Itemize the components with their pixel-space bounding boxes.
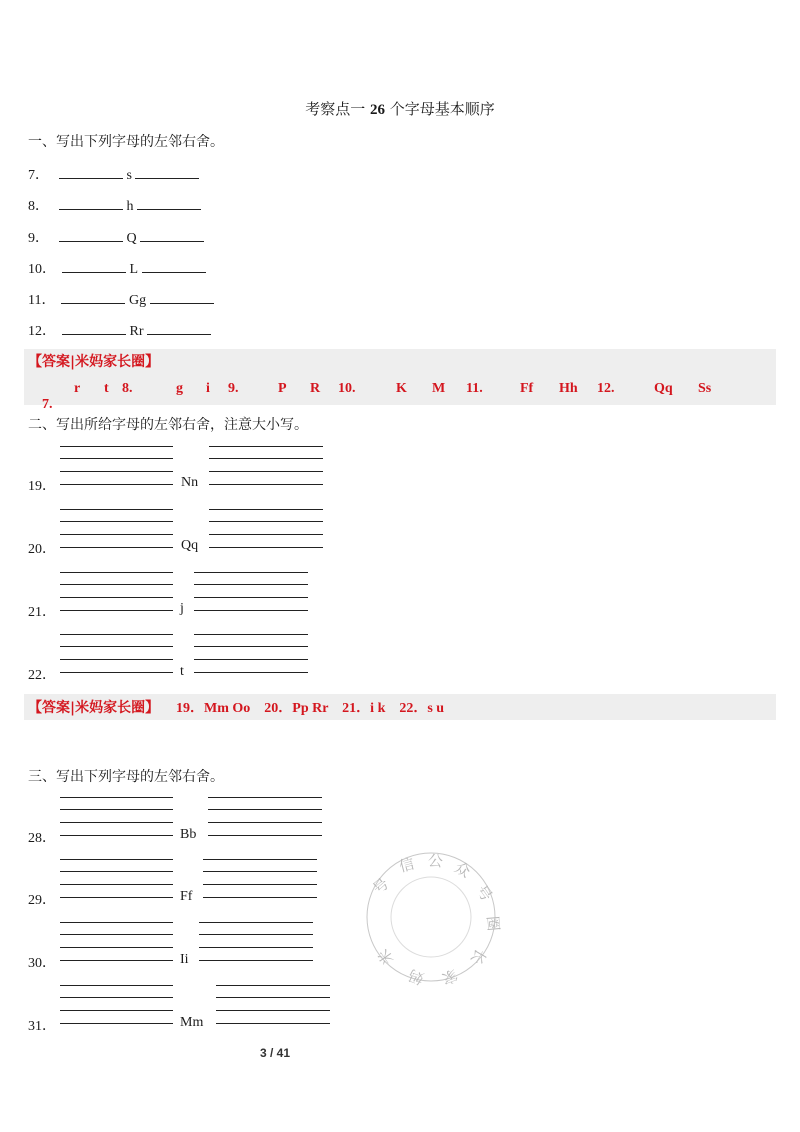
answer-blank[interactable] [59, 177, 123, 179]
exercise-row [28, 227, 204, 247]
exercise-row [28, 195, 201, 215]
answer-blank[interactable] [150, 302, 214, 304]
answer-number: 11. [466, 381, 483, 396]
answer-tag: 【答案|米妈家长圈】 [28, 354, 160, 370]
answer-value: Qq [654, 381, 673, 396]
given-letter: Mm [180, 1015, 204, 1030]
question-number: 9． [28, 231, 49, 246]
question-number: 29． [28, 893, 56, 908]
answer-blank[interactable] [62, 333, 126, 335]
given-letter: L [129, 262, 139, 277]
question-number: 20． [28, 542, 56, 557]
given-letter: j [180, 601, 184, 616]
answer-7: 7. [42, 397, 53, 412]
section2-heading: 二、写出所给字母的左邻右舍，注意大小写。 [28, 417, 308, 433]
answer-number: 10. [338, 381, 356, 396]
question-number: 12． [28, 324, 56, 339]
question-number: 19． [28, 479, 56, 494]
given-letter: Bb [180, 827, 197, 842]
svg-text:号: 号 [472, 881, 496, 905]
answer-blank[interactable] [142, 271, 206, 273]
answer-value: Hh [559, 381, 578, 396]
answer-box [24, 349, 776, 412]
question-number: 10． [28, 262, 56, 277]
given-letter: Qq [181, 538, 199, 553]
question-number: 31． [28, 1019, 56, 1034]
answer-blank[interactable] [135, 177, 199, 179]
answer-number: 8. [122, 381, 133, 396]
svg-text:长: 长 [466, 945, 490, 968]
answer-blank[interactable] [137, 208, 201, 210]
answer-values: 19．Mm Oo 20．Pp Rr 21．i k 22．s u [176, 701, 445, 716]
answer-blank[interactable] [61, 302, 125, 304]
section1-heading: 一、写出下列字母的左邻右舍。 [28, 134, 224, 150]
given-letter: Ff [180, 889, 193, 904]
question-number: 21． [28, 605, 56, 620]
exercise-row [28, 258, 206, 278]
given-letter: s [126, 168, 132, 183]
answer-value: Ff [520, 381, 534, 396]
answer-value: P [278, 381, 287, 396]
answer-blank[interactable] [59, 208, 123, 210]
svg-text:妈: 妈 [406, 965, 427, 988]
page-title [0, 98, 800, 119]
answer-tag: 【答案|米妈家长圈】 [28, 700, 160, 716]
answer-number: 9. [228, 381, 239, 396]
answer-number: 12. [597, 381, 615, 396]
exercise-row [28, 164, 199, 184]
given-letter: Rr [129, 324, 144, 339]
answer-value: i [206, 381, 210, 396]
answer-value: g [176, 381, 183, 396]
svg-text:米: 米 [374, 945, 398, 969]
question-number: 7． [28, 168, 49, 183]
question-number: 22． [28, 668, 56, 683]
svg-text:众: 众 [451, 858, 474, 882]
answer-value: Ss [698, 381, 712, 396]
answer-value: r [74, 381, 81, 396]
svg-text:家: 家 [439, 965, 460, 988]
given-letter: h [126, 199, 134, 214]
given-letter: Nn [181, 475, 199, 490]
question-number: 30． [28, 956, 56, 971]
answer-blank[interactable] [147, 333, 211, 335]
answer-blank[interactable] [59, 240, 123, 242]
title-prefix: 考察点一 [305, 100, 366, 118]
answer-blank[interactable] [140, 240, 204, 242]
exercise-row [28, 320, 211, 340]
title-suffix: 个字母基本顺序 [389, 100, 495, 118]
title-number: 26 [370, 102, 385, 118]
exercise-row [28, 289, 214, 309]
svg-text:信: 信 [397, 854, 417, 876]
answer-value: M [432, 381, 446, 396]
answer-value: t [104, 381, 109, 396]
question-number: 28． [28, 831, 56, 846]
svg-text:圈: 圈 [483, 915, 503, 932]
given-letter: Q [126, 231, 137, 246]
page-number: 3 / 41 [259, 1046, 291, 1060]
question-number: 8． [28, 199, 49, 214]
given-letter: Gg [128, 293, 147, 308]
answer-value: K [396, 381, 407, 396]
given-letter: Ii [180, 952, 189, 967]
section3-heading: 三、写出下列字母的左邻右舍。 [28, 769, 224, 785]
watermark-seal-icon [362, 848, 503, 988]
answer-blank[interactable] [62, 271, 126, 273]
answer-value: R [310, 381, 321, 396]
svg-text:号: 号 [369, 874, 393, 898]
svg-text:公: 公 [427, 851, 444, 871]
question-number: 11． [28, 293, 56, 308]
answer-box [24, 694, 776, 720]
given-letter: t [180, 664, 184, 679]
